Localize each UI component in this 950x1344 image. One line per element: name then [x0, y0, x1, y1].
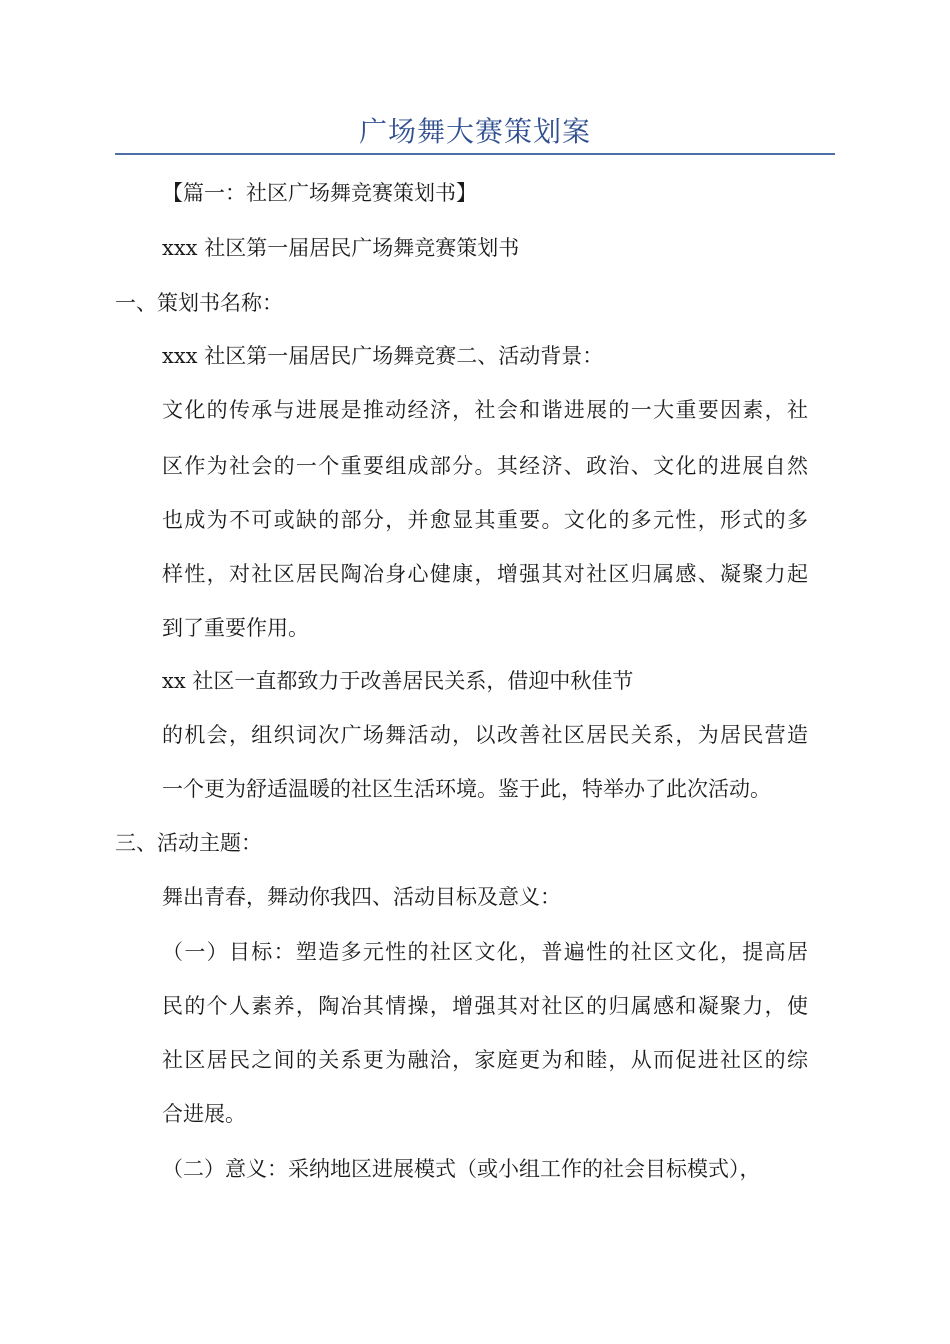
section-heading-theme: 三、活动主题： [115, 831, 262, 855]
document-title: 广场舞大赛策划案 [358, 115, 591, 148]
paragraph-line: xx 社区一直都致力于改善居民关系，借迎中秋佳节 [162, 669, 634, 693]
paragraph-line: 也成为不可或缺的部分，并愈显其重要。文化的多元性，形式的多 [162, 508, 808, 532]
paragraph-line: 社区居民之间的关系更为融洽，家庭更为和睦，从而促进社区的综 [162, 1048, 808, 1072]
paragraph-line: 民的个人素养，陶冶其情操，增强其对社区的归属感和凝聚力，使 [162, 994, 808, 1018]
title-underline [115, 153, 835, 155]
paragraph-line: 文化的传承与进展是推动经济，社会和谐进展的一大重要因素，社 [162, 398, 808, 422]
section-heading-part-one: 【篇一：社区广场舞竞赛策划书】 [162, 181, 477, 205]
paragraph-line: （二）意义：采纳地区进展模式（或小组工作的社会目标模式）， [162, 1157, 761, 1181]
paragraph-line: （一）目标：塑造多元性的社区文化，普遍性的社区文化，提高居 [162, 940, 808, 964]
section-heading-plan-name: 一、策划书名称： [115, 291, 283, 315]
plan-subtitle: xxx 社区第一届居民广场舞竞赛策划书 [162, 236, 520, 260]
paragraph-line: 区作为社会的一个重要组成部分。其经济、政治、文化的进展自然 [162, 454, 808, 478]
paragraph-line: 一个更为舒适温暖的社区生活环境。鉴于此，特举办了此次活动。 [162, 777, 771, 801]
paragraph-line: 合进展。 [162, 1102, 246, 1126]
paragraph-line: 样性，对社区居民陶冶身心健康，增强其对社区归属感、凝聚力起 [162, 562, 808, 586]
plan-name-text: xxx 社区第一届居民广场舞竞赛二、活动背景： [162, 344, 604, 368]
paragraph-line: 到了重要作用。 [162, 616, 309, 640]
theme-text: 舞出青春，舞动你我四、活动目标及意义： [162, 885, 561, 909]
paragraph-line: 的机会，组织词次广场舞活动，以改善社区居民关系，为居民营造 [162, 723, 808, 747]
